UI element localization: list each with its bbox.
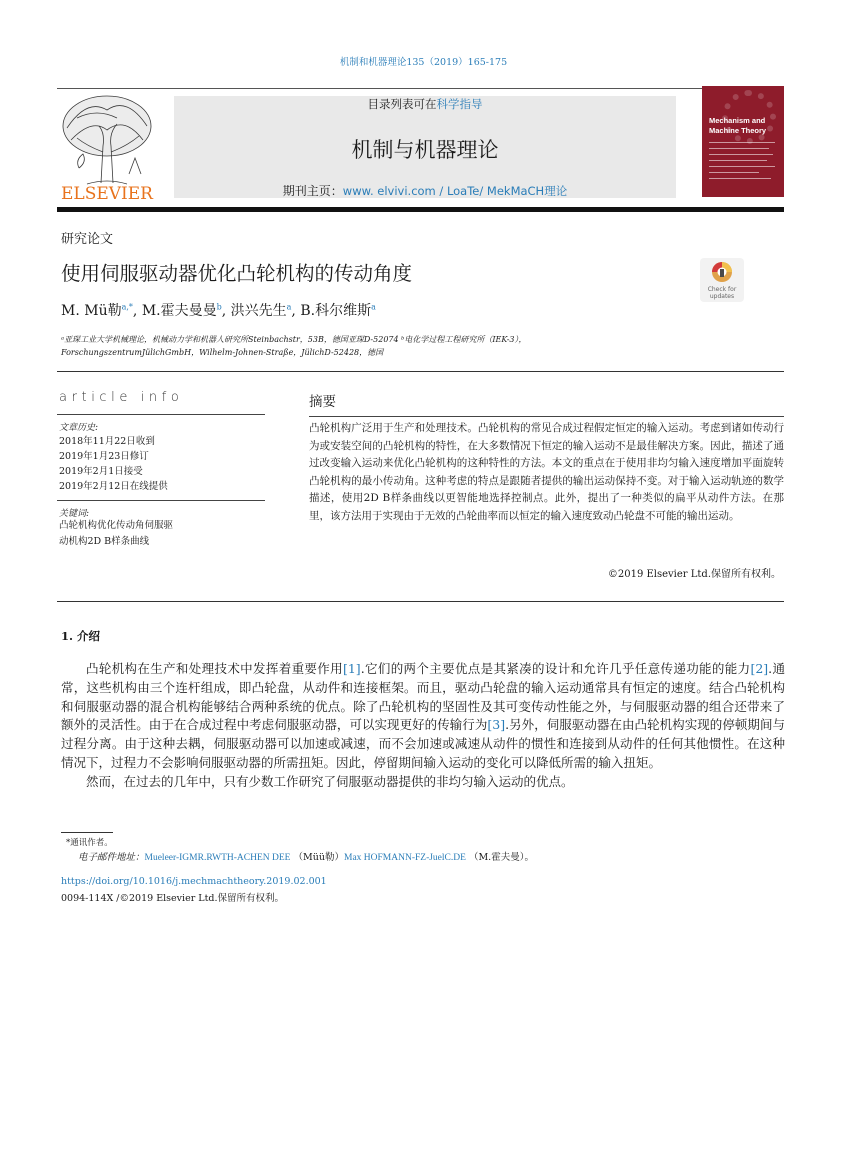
doi-link[interactable]: https://doi.org/10.1016/j.mechmachtheory.2019.02.001 <box>61 876 327 887</box>
homepage-link[interactable]: www. elvivi.com / LoaTe/ MekMaCH理论 <box>342 184 568 198</box>
cover-text-line <box>709 160 767 161</box>
abstract-copyright: ©2019 Elsevier Ltd.保留所有权利。 <box>607 569 781 580</box>
contents-prefix: 目录列表可在 <box>367 97 437 111</box>
contents-availability <box>174 96 676 112</box>
paragraph: 然而，在过去的几年中，只有少数工作研究了伺服驱动器提供的非均匀输入运动的优点。 <box>86 773 574 789</box>
article-info-heading: article info <box>59 390 184 405</box>
affiliation-line: ForschungszentrumJülichGmbH，Wilhelm-Johnen-Straße，JülichD-52428，德国 <box>61 348 384 357</box>
header-bottom-rule <box>57 207 784 212</box>
svg-text:Check for: Check for <box>707 286 737 293</box>
article-info-rule <box>57 414 265 415</box>
section-heading: 1. 介绍 <box>61 629 101 643</box>
keywords: 凸轮机构优化传动角伺服驱动机构2D B样条曲线 <box>59 520 174 547</box>
author-name[interactable]: M. Mü勒 <box>61 303 122 319</box>
elsevier-tree-logo <box>57 88 157 203</box>
section-rule <box>57 371 784 372</box>
journal-homepage <box>174 182 676 199</box>
section-rule <box>57 601 784 602</box>
header-top-rule <box>57 88 784 89</box>
citation-link[interactable]: [3] <box>487 717 506 733</box>
introduction-body <box>61 660 785 792</box>
paragraph: 凸轮机构在生产和处理技术中发挥着重要作用[1].它们的两个主要优点是其紧凑的设计和允许几乎任意传递功能的能力[2].通常，这些机构由三个连杆组成，即凸轮盘，从动件和连接框架。而且，驱动凸轮盘的输入运动通常具有恒定的速度。结合凸轮机构和伺服驱动器的混合机构能够结合两种系统的优点。除了凸轮机构的坚固性及其可变传动性能之外，与伺服驱动器的组合还带来了额外的灵活性。由于在合成过程中考虑伺服驱动器，可以实现更好的传输行为[3].另外，伺服驱动器在由凸轮机构实现的停顿期间与过程分离。由于这种去耦，伺服驱动器可以加速或减速，而不会加速或减速从动件的惯性和连接到从动件的任何其他惯性。在这种情况下，过程力不会影响伺服驱动器的所需扭矩。因此，停留期间输入运动的变化可以降低所需的输入扭矩。 <box>61 661 785 770</box>
issn-copyright: 0094-114X /©2019 Elsevier Ltd.保留所有权利。 <box>61 893 284 904</box>
cover-text-line <box>709 166 775 167</box>
abstract-heading: 摘要 <box>309 394 336 410</box>
email-owner: （Müü勒） <box>293 852 344 863</box>
author-name[interactable]: 洪兴先生 <box>230 303 287 319</box>
affiliations <box>61 333 781 359</box>
svg-text:updates: updates <box>709 293 735 300</box>
author-affiliation-marker[interactable]: a,* <box>121 302 133 312</box>
author-affiliation-marker[interactable]: b <box>216 302 222 312</box>
author-list: M. Mü勒$^{a,*}$, M.霍夫曼曼$^b$, 洪兴先生$^a$, B.科尔维斯$^a$ <box>61 302 376 319</box>
cover-text-line <box>709 172 759 173</box>
cover-text-line <box>709 154 773 155</box>
science-direct-link[interactable]: 科学指导 <box>436 97 483 111</box>
keywords-label: 关键词: <box>59 509 90 519</box>
article-title: 使用伺服驱动器优化凸轮机构的传动角度 <box>61 262 413 285</box>
abstract-text: 凸轮机构广泛用于生产和处理技术。凸轮机构的常见合成过程假定恒定的输入运动。考虑到诸如传动行为或安装空间的凸轮机构的特性，在大多数情况下恒定的输入运动不是最佳解决方案。因此，描述了通过改变输入运动来优化凸轮机构的这种特性的方法。本文的重点在于使用非均匀输入速度增加平面旋转凸轮机构的最小传动角。这种考虑的特点是跟随者提供的输出运动保持不变。对于输入运动轨迹的数学描述，使用2D B样条曲线以更智能地选择控制点。此外，提出了一种类似的扁平从动件方法。在那里，该方法用于实现由于无效的凸轮曲率而以恒定的输入速度致动凸轮盘不可能的输出运动。 <box>309 422 784 522</box>
email-link[interactable]: Max HOFMANN-FZ-JuelC.DE <box>344 853 466 863</box>
article-info-rule <box>57 500 265 501</box>
history-online: 2019年2月12日在线提供 <box>59 481 168 492</box>
citation-link[interactable]: [1] <box>342 661 361 676</box>
citation-link[interactable]: [2] <box>750 661 769 676</box>
corresponding-author-note: *通讯作者。 <box>66 838 113 848</box>
author-affiliation-marker[interactable]: a <box>286 302 292 312</box>
author-affiliation-marker[interactable]: a <box>371 302 376 312</box>
history-received: 2018年11月22日收到 <box>59 436 155 447</box>
affiliation-line: ᵃ亚琛工业大学机械理论，机械动力学和机器人研究所Steinbachstr，53B，德国亚琛D-52074 ᵇ电化学过程工程研究所（IEK-3）， <box>61 335 527 344</box>
author-name[interactable]: B.科尔维斯 <box>300 303 372 319</box>
crossmark-icon <box>700 258 744 302</box>
history-revised: 2019年1月23日修订 <box>59 451 149 462</box>
journal-reference[interactable]: 机制和机器理论135（2019）165-175 <box>339 57 508 68</box>
publisher-wordmark: ELSEVIER <box>61 184 153 203</box>
email-link[interactable]: Mueleer-IGMR.RWTH-ACHEN DEE <box>144 853 291 863</box>
email-footnote <box>78 849 534 863</box>
footnote-rule <box>61 832 113 833</box>
email-owner: （M.霍夫曼）。 <box>468 852 534 863</box>
article-type: 研究论文 <box>61 232 114 247</box>
cover-text-line <box>709 178 771 179</box>
cover-text-line <box>709 148 769 149</box>
history-label: 文章历史: <box>59 423 99 433</box>
homepage-prefix: 期刊主页： <box>282 184 343 198</box>
history-accepted: 2019年2月1日接受 <box>59 466 143 477</box>
journal-title: 机制与机器理论 <box>351 138 499 162</box>
cover-text-line <box>709 142 775 143</box>
email-label: 电子邮件地址： <box>78 852 145 863</box>
journal-cover-thumbnail[interactable] <box>702 86 784 197</box>
cover-title: Mechanism and Machine Theory <box>709 116 767 135</box>
author-name[interactable]: M.霍夫曼曼 <box>141 303 217 319</box>
abstract-rule <box>309 416 784 417</box>
check-for-updates-badge[interactable] <box>700 258 744 302</box>
